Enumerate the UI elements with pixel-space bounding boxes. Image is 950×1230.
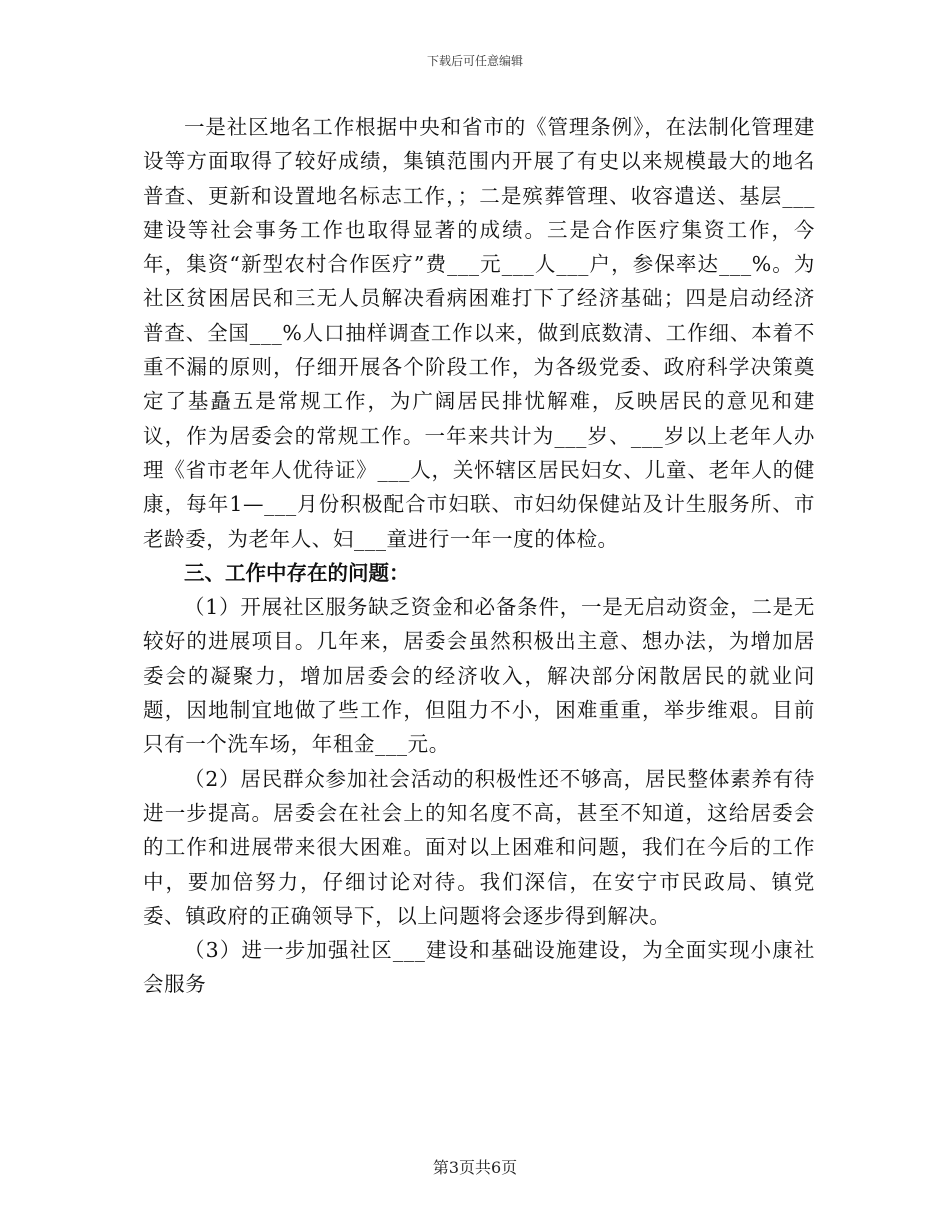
- page-number: 第3页共6页: [432, 1158, 518, 1177]
- paragraph-achievements: 一是社区地名工作根据中央和省市的《管理条例》，在法制化管理建设等方面取得了较好成绩，集镇范围内开展了有史以来规模最大的地名普查、更新和设置地名标志工作，；二是殡葬管理、收容遣送、基层___建设等社会事务工作也取得显著的成绩。三是合作医疗集资工作，今年，集资“新型农村合作医疗”费___元___人___户，参保率达___%。为社区贫困居民和三无人员解决看病困难打下了经济基础；四是启动经济普查、全国___%人口抽样调查工作以来，做到底数清、工作细、本着不重不漏的原则，仔细开展各个阶段工作，为各级党委、政府科学决策奠定了基矗五是常规工作，为广阔居民排忧解难，反映居民的意见和建议，作为居委会的常规工作。一年来共计为___岁、___岁以上老年人办理《省市老年人优待证》___人，关怀辖区居民妇女、儿童、老年人的健康，每年1—___月份积极配合市妇联、市妇幼保健站及计生服务所、市老龄委，为老年人、妇___童进行一年一度的体检。: [143, 115, 815, 551]
- paragraph-problem-2: （2）居民群众参加社会活动的积极性还不够高，居民整体素养有待进一步提高。居委会在社会上的知名度不高，甚至不知道，这给居委会的工作和进展带来很大困难。面对以上困难和问题，我们在今后的工作中，要加倍努力，仔细讨论对待。我们深信，在安宁市民政局、镇党委、镇政府的正确领导下，以上问题将会逐步得到解决。: [143, 766, 815, 928]
- section-heading: 三、工作中存在的问题：: [184, 560, 410, 585]
- page-header-note: 下载后可任意编辑: [426, 54, 523, 68]
- document-body: [143, 110, 815, 1002]
- paragraph-problem-3: （3）进一步加强社区___建设和基础设施建设，为全面实现小康社会服务: [143, 938, 815, 997]
- paragraph-problem-1: （1）开展社区服务缺乏资金和必备条件，一是无启动资金，二是无较好的进展项目。几年来，居委会虽然积极出主意、想办法，为增加居委会的凝聚力，增加居委会的经济收入，解决部分闲散居民的就业问题，因地制宜地做了些工作，但阻力不小，困难重重，举步维艰。目前只有一个洗车场，年租金___元。: [143, 595, 815, 757]
